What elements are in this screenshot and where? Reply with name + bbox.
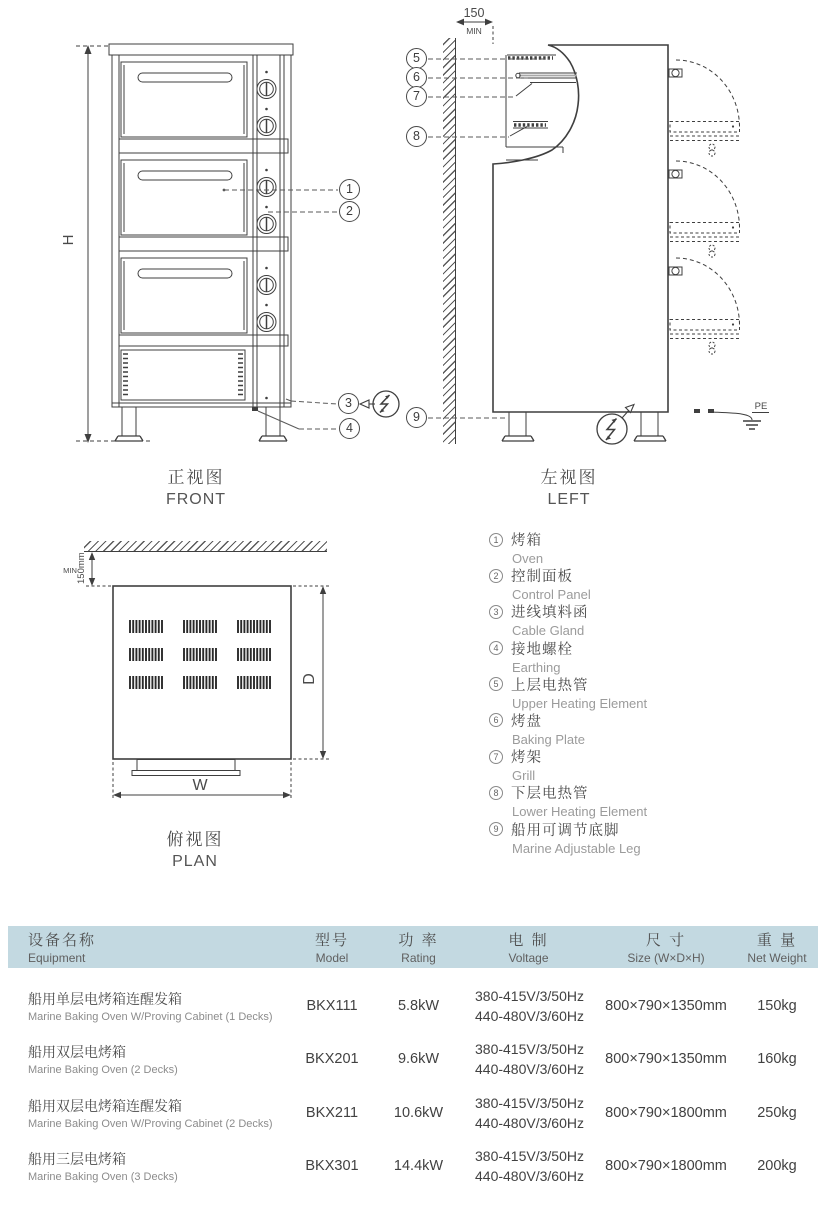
legend-label-en: Control Panel: [512, 587, 591, 603]
front-caption-en: FRONT: [165, 491, 227, 508]
cell-size: 800×790×1350mm: [605, 1051, 727, 1068]
cell-rating: 5.8kW: [397, 997, 440, 1014]
legend-number: 4: [489, 641, 503, 655]
cell-rating: 14.4kW: [393, 1158, 444, 1175]
col-voltage: [461, 929, 596, 965]
col-size-zh: 尺 寸: [645, 932, 687, 949]
door-swing-arc: [669, 258, 740, 354]
equipment-name-zh: 船用三层电烤箱: [28, 1151, 126, 1168]
voltage-line-2: 440-480V/3/60Hz: [475, 1061, 584, 1078]
legend-item: [489, 782, 819, 818]
equipment-name-en: Marine Baking Oven W/Proving Cabinet (2 Decks): [28, 1117, 273, 1130]
col-model-en: Model: [315, 951, 349, 965]
voltage-line-1: 380-415V/3/50Hz: [475, 987, 584, 1004]
equipment-name-zh: 船用单层电烤箱连醒发箱: [28, 990, 182, 1007]
left-caption-zh: 左视图: [540, 468, 598, 487]
cell-rating: 10.6kW: [393, 1104, 444, 1121]
voltage-line-2: 440-480V/3/60Hz: [475, 1168, 584, 1185]
cell-equipment: [8, 1149, 288, 1183]
voltage-line-1: 380-415V/3/50Hz: [475, 1041, 584, 1058]
legend-label-zh: 烤箱: [511, 533, 542, 549]
cell-model: BKX301: [305, 1158, 359, 1175]
legend-item: [489, 819, 819, 855]
legend-label-en: Marine Adjustable Leg: [512, 840, 641, 856]
left-view-caption: [499, 463, 639, 509]
legend-label-en: Lower Heating Element: [512, 804, 648, 820]
front-view-caption: [126, 463, 266, 509]
cell-equipment: [8, 989, 288, 1023]
legend-item: [489, 674, 819, 710]
col-weight: [736, 929, 818, 965]
col-rating-zh: 功 率: [398, 932, 439, 949]
legend-label-zh: 控制面板: [511, 569, 573, 586]
earth-ground-icon: [711, 412, 769, 429]
cell-model: BKX211: [305, 1104, 359, 1121]
equipment-name-en: Marine Baking Oven (3 Decks): [28, 1171, 178, 1184]
control-knobs: [257, 71, 276, 332]
callout-5: 5: [406, 48, 427, 69]
col-rating: [376, 929, 461, 965]
equipment-name-zh: 船用双层电烤箱: [28, 1044, 126, 1061]
cell-size: 800×790×1800mm: [605, 1158, 727, 1175]
callout-2: 2: [339, 201, 360, 222]
spec-table-header: [8, 926, 818, 968]
legend-number: 6: [489, 713, 503, 727]
dim-min-label: MIN: [63, 566, 77, 575]
legend-label-en: Earthing: [512, 659, 561, 675]
legend-label-zh: 船用可调节底脚: [511, 822, 620, 839]
legend-number: 3: [489, 605, 503, 619]
voltage-line-2: 440-480V/3/60Hz: [475, 1114, 584, 1131]
voltage-line-1: 380-415V/3/50Hz: [475, 1094, 584, 1111]
legend-number: 9: [489, 822, 503, 836]
cell-rating: 9.6kW: [397, 1051, 440, 1068]
col-equipment-zh: 设备名称: [28, 932, 97, 949]
legend-label-zh: 下层电热管: [511, 786, 589, 803]
plan-view-drawing: [60, 510, 350, 815]
dim-min-label: MIN: [466, 26, 482, 36]
legend-label-zh: 上层电热管: [511, 677, 589, 694]
legend-number: 1: [489, 533, 503, 547]
callout-3: 3: [338, 393, 359, 414]
equipment-name-en: Marine Baking Oven W/Proving Cabinet (1 Decks): [28, 1010, 273, 1023]
table-row: [8, 1140, 818, 1194]
legend-number: 8: [489, 786, 503, 800]
parts-legend: [489, 529, 819, 855]
cell-model: BKX201: [305, 1051, 359, 1068]
cell-size: 800×790×1800mm: [605, 1104, 727, 1121]
door-swing-arc: [669, 161, 740, 257]
voltage-line-2: 440-480V/3/60Hz: [475, 1007, 584, 1024]
dim-h-label: H: [60, 234, 77, 246]
legend-label-zh: 烤架: [511, 750, 542, 767]
dim-d-label: D: [301, 673, 318, 685]
legend-label-en: Oven: [512, 551, 544, 566]
table-row: [8, 979, 818, 1033]
cell-voltage: [461, 1093, 596, 1133]
legend-label-zh: 烤盘: [511, 713, 542, 730]
col-model-zh: 型号: [314, 932, 349, 949]
plan-caption-zh: 俯视图: [166, 830, 224, 849]
table-row: [8, 1086, 818, 1140]
spec-table-body: [8, 979, 818, 1193]
cell-model: BKX111: [306, 997, 358, 1014]
cell-weight: 160kg: [757, 1051, 797, 1068]
callout-4: 4: [339, 418, 360, 439]
legend-label-en: Baking Plate: [512, 731, 585, 747]
cell-voltage: [461, 1039, 596, 1079]
vent-grilles: [130, 620, 270, 689]
callout-1: 1: [339, 179, 360, 200]
dim-150mm-label: 150mm: [76, 552, 87, 584]
col-rating-en: Rating: [401, 951, 436, 965]
col-weight-en: Net Weight: [747, 951, 807, 965]
cell-weight: 150kg: [757, 997, 797, 1014]
legend-item: [489, 601, 819, 637]
plan-view-caption: [125, 825, 265, 871]
cell-voltage: [461, 1146, 596, 1186]
legend-label-zh: 接地螺栓: [511, 641, 573, 658]
legend-item: [489, 529, 819, 565]
cell-voltage: [461, 986, 596, 1026]
dim-w-label: W: [192, 777, 208, 794]
callout-8: 8: [406, 126, 427, 147]
callout-9: 9: [406, 407, 427, 428]
cell-weight: 200kg: [757, 1158, 797, 1175]
callout-7: 7: [406, 86, 427, 107]
col-model: [288, 929, 376, 965]
legend-item: [489, 710, 819, 746]
legend-item: [489, 565, 819, 601]
pe-label: PE: [754, 401, 768, 412]
col-voltage-en: Voltage: [508, 951, 549, 965]
cell-equipment: [8, 1042, 288, 1076]
voltage-line-1: 380-415V/3/50Hz: [475, 1148, 584, 1165]
cell-size: 800×790×1350mm: [605, 997, 727, 1014]
legend-number: 5: [489, 677, 503, 691]
legend-label-en: Grill: [512, 768, 536, 784]
col-equipment: [8, 929, 288, 965]
col-size: [596, 929, 736, 965]
legend-item: [489, 638, 819, 674]
legend-label-en: Upper Heating Element: [512, 695, 648, 711]
power-connection-icon: [360, 391, 399, 417]
callout-6: 6: [406, 67, 427, 88]
legend-item: [489, 746, 819, 782]
door-swing-arc: [669, 60, 740, 156]
legend-number: 7: [489, 750, 503, 764]
col-equipment-en: Equipment: [28, 951, 86, 965]
left-view-drawing: [400, 0, 775, 460]
cell-equipment: [8, 1096, 288, 1130]
legend-number: 2: [489, 569, 503, 583]
col-weight-zh: 重 量: [756, 932, 798, 949]
equipment-name-en: Marine Baking Oven (2 Decks): [28, 1064, 178, 1077]
table-row: [8, 1033, 818, 1087]
dim-150-label: 150: [463, 6, 485, 20]
left-caption-en: LEFT: [547, 491, 591, 508]
cell-weight: 250kg: [757, 1104, 797, 1121]
legend-label-en: Cable Gland: [512, 623, 585, 639]
front-caption-zh: 正视图: [167, 468, 225, 487]
col-voltage-zh: 电 制: [508, 932, 549, 949]
power-connection-icon: [597, 405, 634, 445]
plan-caption-en: PLAN: [172, 853, 218, 870]
legend-label-zh: 进线填料函: [511, 605, 589, 622]
col-size-en: Size (W×D×H): [627, 951, 705, 965]
equipment-name-zh: 船用双层电烤箱连醒发箱: [28, 1097, 182, 1114]
front-view-drawing: [55, 15, 400, 455]
